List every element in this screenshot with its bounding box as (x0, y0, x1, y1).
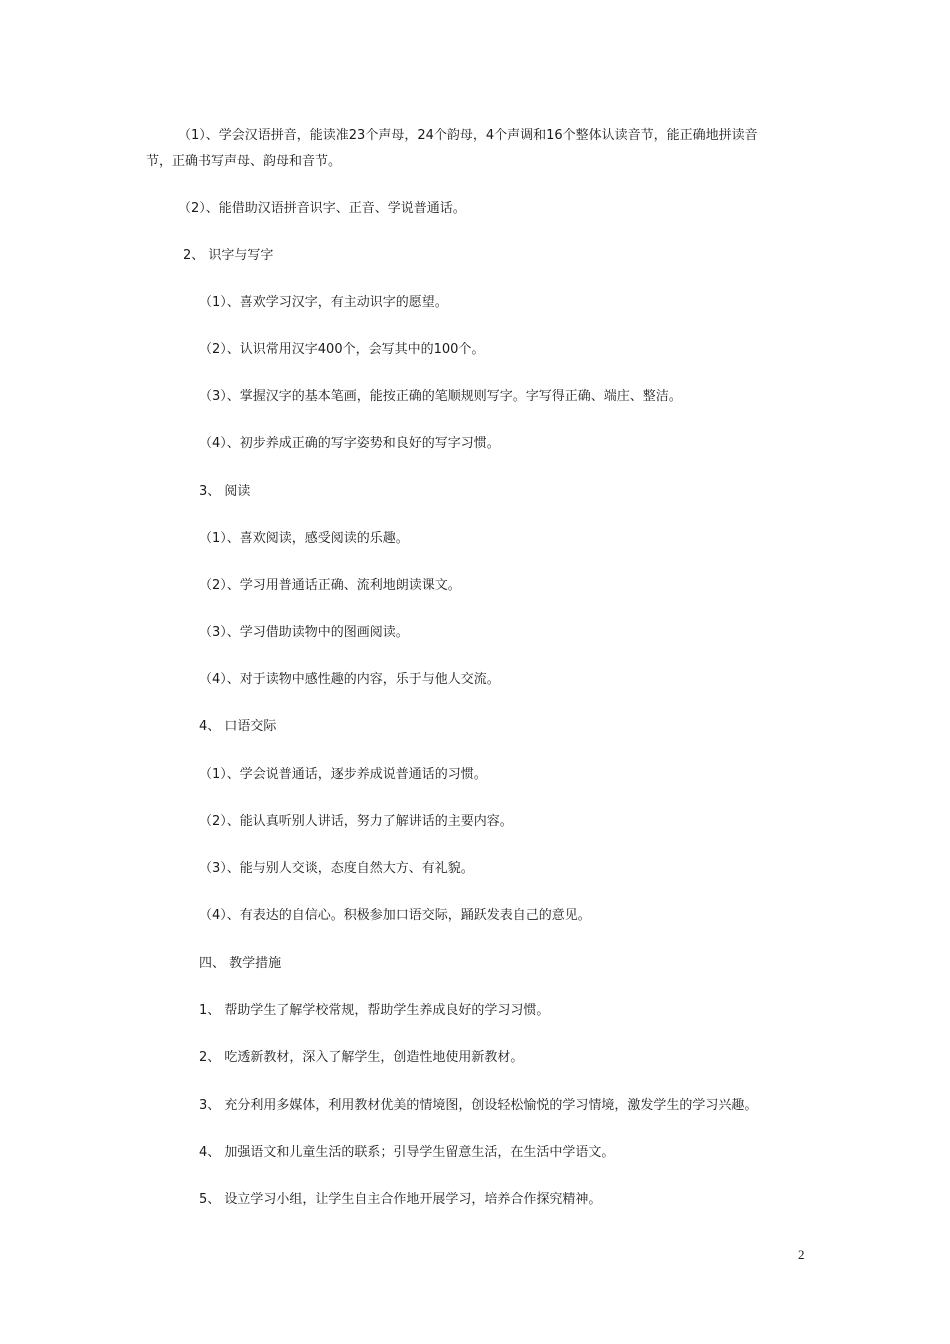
section-heading-reading: 3、 阅读 (199, 484, 251, 499)
measure-item-2: 2、 吃透新教材，深入了解学生，创造性地使用新教材。 (199, 1050, 524, 1065)
measure-item-3: 3、 充分利用多媒体，利用教材优美的情境图，创设轻松愉悦的学习情境，激发学生的学习兴趣。 (199, 1098, 758, 1113)
reading-item-4: （4）、对于读物中感性趣的内容，乐于与他人交流。 (199, 672, 500, 687)
oral-item-4: （4）、有表达的自信心。积极参加口语交际，踊跃发表自己的意见。 (199, 908, 591, 923)
literacy-item-3: （3）、掌握汉字的基本笔画，能按正确的笔顺规则写字。字写得正确、端庄、整洁。 (199, 389, 682, 404)
oral-item-1: （1）、学会说普通话，逐步养成说普通话的习惯。 (199, 767, 487, 782)
oral-item-3: （3）、能与别人交谈，态度自然大方、有礼貌。 (199, 861, 474, 876)
measure-item-4: 4、 加强语文和儿童生活的联系；引导学生留意生活，在生活中学语文。 (199, 1145, 615, 1160)
reading-item-1: （1）、喜欢阅读，感受阅读的乐趣。 (199, 531, 409, 546)
pinyin-goal-line-2: 节，正确书写声母、韵母和音节。 (146, 154, 342, 169)
pinyin-goal-2: （2）、能借助汉语拼音识字、正音、学说普通话。 (178, 201, 466, 216)
measure-item-5: 5、 设立学习小组，让学生自主合作地开展学习，培养合作探究精神。 (199, 1192, 602, 1207)
section-heading-measures: 四、 教学措施 (199, 956, 282, 971)
oral-item-2: （2）、能认真听别人讲话，努力了解讲话的主要内容。 (199, 814, 513, 829)
literacy-item-4: （4）、初步养成正确的写字姿势和良好的写字习惯。 (199, 436, 500, 451)
pinyin-goal-line-1: （1）、学会汉语拼音，能读准23个声母，24个韵母，4个声调和16个整体认读音节，能正确地拼读音 (178, 128, 758, 143)
page-number: 2 (798, 1247, 805, 1262)
measure-item-1: 1、 帮助学生了解学校常规，帮助学生养成良好的学习习惯。 (199, 1003, 550, 1018)
literacy-item-2: （2）、认识常用汉字400个，会写其中的100个。 (199, 342, 485, 357)
literacy-item-1: （1）、喜欢学习汉字，有主动识字的愿望。 (199, 295, 448, 310)
reading-item-3: （3）、学习借助读物中的图画阅读。 (199, 625, 409, 640)
section-heading-literacy: 2、 识字与写字 (183, 248, 274, 263)
reading-item-2: （2）、学习用普通话正确、流利地朗读课文。 (199, 578, 461, 593)
section-heading-oral: 4、 口语交际 (199, 719, 277, 734)
